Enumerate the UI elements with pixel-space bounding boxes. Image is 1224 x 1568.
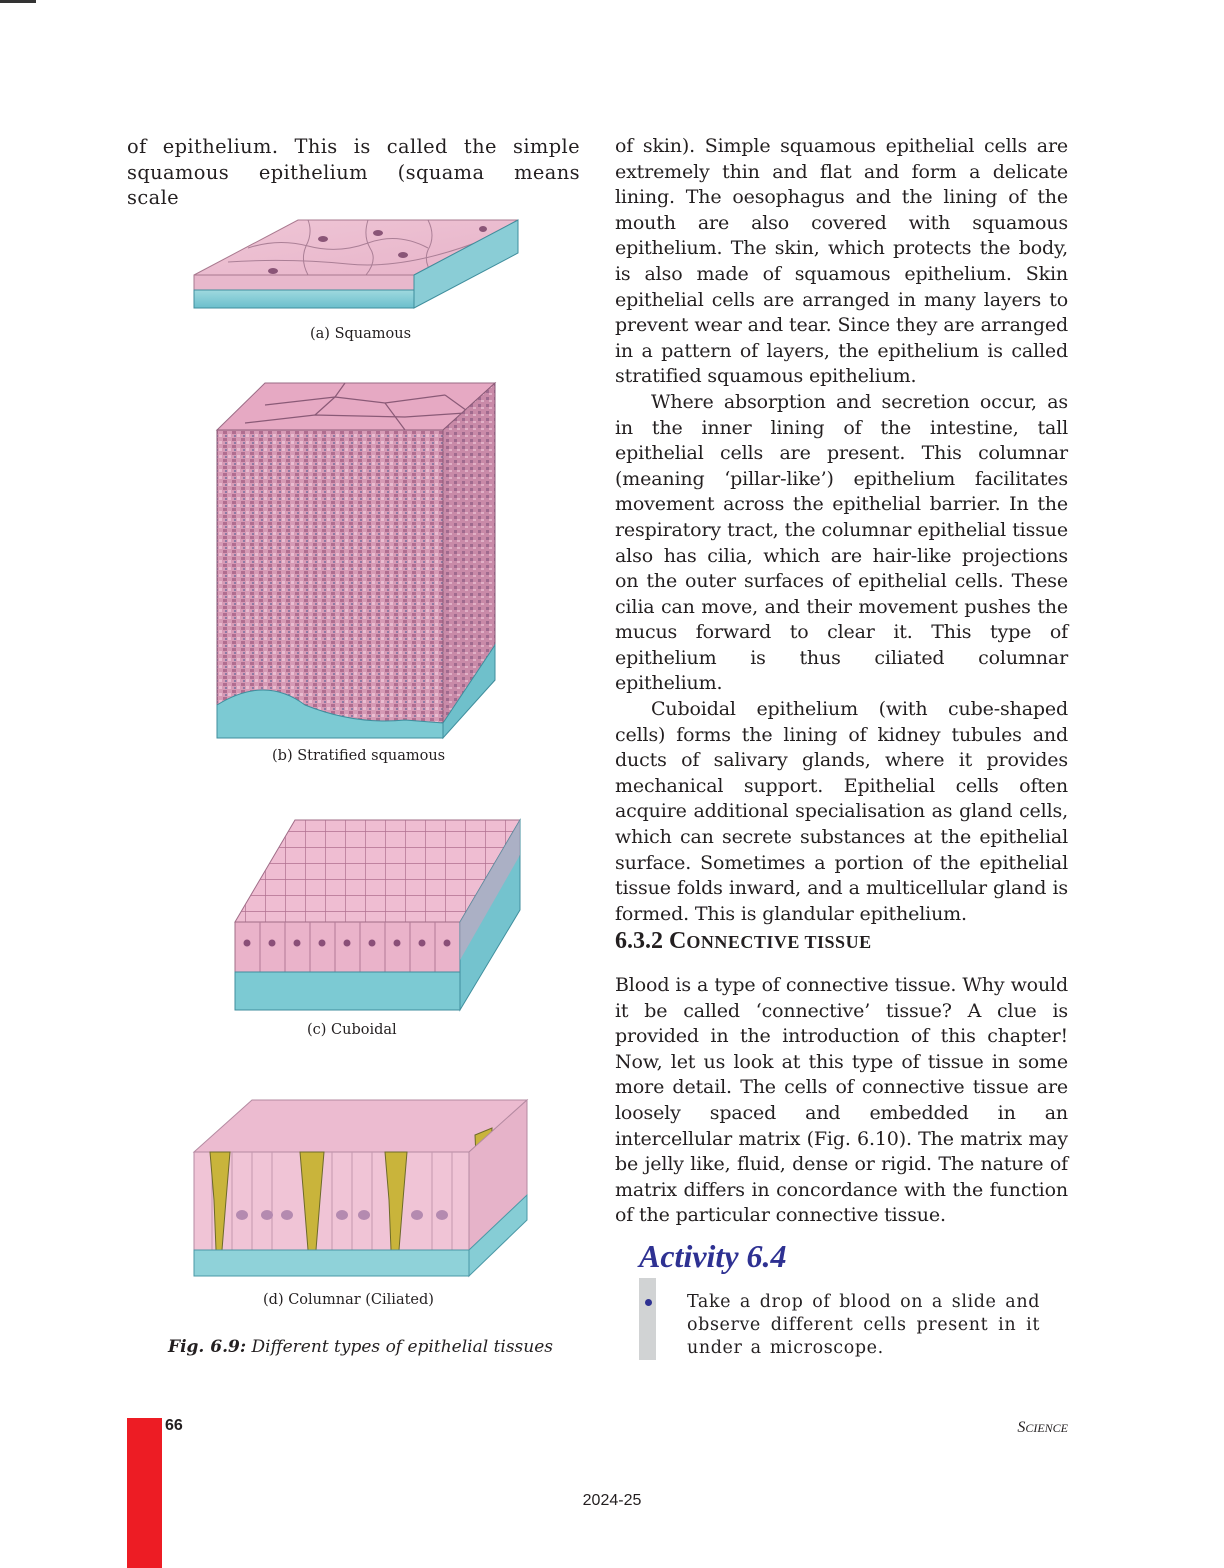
section-number: 6.3.2 <box>615 928 663 954</box>
figure-caption-cuboidal: (c) Cuboidal <box>307 1022 397 1038</box>
running-head-rest: CIENCE <box>1025 1421 1068 1435</box>
academic-year: 2024-25 <box>582 1492 642 1509</box>
figure-cuboidal-illustration <box>205 815 525 1015</box>
figure-caption-squamous: (a) Squamous <box>310 326 412 342</box>
running-head <box>1017 1419 1068 1437</box>
paragraph-connective: Blood is a type of connective tissue. Why would it be called ‘connective’ tissue? A clue is provided in the introduction of this chapter! Now, let us look at this type of tissue in some more detail. The cells of connective tissue are loosely spaced and embedded in an intercellular matrix (Fig. 6.10). The matrix may be jelly like, fluid, dense or rigid. The nature of matrix differs in concordance with the function of the particular connective tissue. <box>615 974 1068 1227</box>
section-heading <box>615 928 872 955</box>
page-number: 66 <box>165 1417 183 1434</box>
running-head-initial: S <box>1017 1419 1026 1436</box>
figure-caption-stratified-squamous: (b) Stratified squamous <box>272 748 446 764</box>
crop-mark <box>0 0 36 3</box>
figure-squamous-illustration <box>188 198 528 313</box>
figure-caption-columnar-ciliated: (d) Columnar (Ciliated) <box>263 1292 434 1308</box>
paragraph-cuboidal: Cuboidal epithelium (with cube-shaped cells) forms the lining of kidney tubules and ducts of salivary glands, where it provides mechanical support. Epithelial cells often acquire additional specialisation as gland cells, which can secrete substances at the epithelial surface. Sometimes a portion of the epithelial tissue folds inward, and a multicellular gland is formed. This is glandular epithelium. <box>615 698 1068 925</box>
section-title-rest: ONNECTIVE TISSUE <box>686 932 872 952</box>
activity-sidebar-bar <box>639 1278 656 1360</box>
activity-item: Take a drop of blood on a slide and observe different cells present in it under a microscope. <box>687 1292 1040 1358</box>
connective-tissue-body <box>615 973 1068 1229</box>
figure-title <box>168 1337 553 1357</box>
paragraph-squamous: of skin). Simple squamous epithelial cells are extremely thin and flat and form a delicate lining. The oesophagus and the lining of the mouth are also covered with squamous epithelium. The skin, which protects the body, is also made of squamous epithelium. Skin epithelial cells are arranged in many layers to prevent wear and tear. Since they are arranged in a pattern of layers, the epithelium is called stratified squamous epithelium. <box>615 135 1068 388</box>
figure-columnar-ciliated-illustration <box>192 1090 532 1280</box>
figure-stratified-squamous-illustration <box>205 375 505 740</box>
left-paragraph: of epithelium. This is called the simple squamous epithelium (squama means scale <box>127 135 580 210</box>
paragraph-columnar: Where absorption and secretion occur, as in the inner lining of the intestine, tall epithelial cells are present. This columnar (meaning ‘pillar-like’) epithelium facilitates movement across the epithelial barrier. In the respiratory tract, the columnar epithelial tissue also has cilia, which are hair-like projections on the outer surfaces of epithelial cells. These cilia can move, and their movement pushes the mucus forward to clear it. This type of epithelium is thus ciliated columnar epithelium. <box>615 390 1068 695</box>
right-column <box>615 134 1068 927</box>
section-title-initial: C <box>669 928 687 954</box>
figure-title-text: Different types of epithelial tissues <box>246 1337 554 1357</box>
bullet-icon <box>645 1299 652 1306</box>
activity-title: Activity 6.4 <box>639 1238 787 1274</box>
figure-number: Fig. 6.9: <box>168 1337 247 1357</box>
